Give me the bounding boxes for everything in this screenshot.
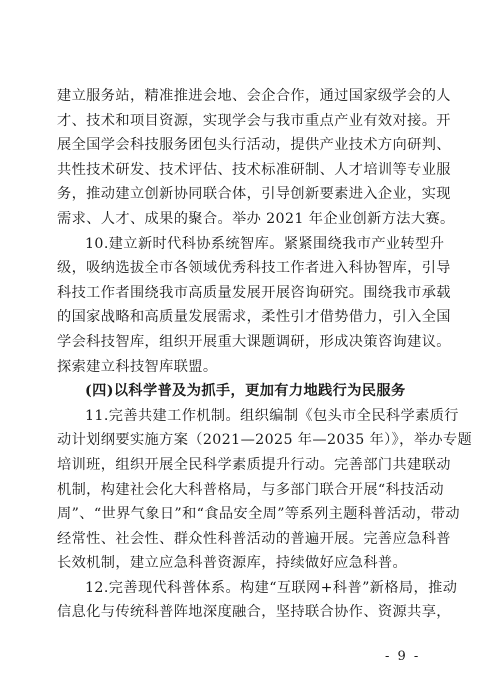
- section-heading: (四)以科学普及为抓手，更加有力地践行为民服务: [85, 383, 406, 400]
- text-line: 12.完善现代科普体系。构建“互联网+科普”新格局，推动: [85, 579, 458, 596]
- text-line: 建立服务站，精准推进会地、会企合作，通过国家级学会的人: [57, 88, 451, 104]
- text-line: 11.完善共建工作机制。组织编制《包头市全民科学素质行: [85, 407, 459, 424]
- text-line: 动计划纲要实施方案（2021—2025 年—2035 年）》，举办专题: [57, 432, 473, 449]
- text-line: 才、技术和项目资源，实现学会与我市重点产业有效对接。开: [57, 112, 451, 129]
- text-line: 探索建立科技智库联盟。: [57, 358, 218, 375]
- text-line: 10.建立新时代科协系统智库。紧紧围绕我市产业转型升: [85, 235, 445, 252]
- text-line: 培训班，组织开展全民科学素质提升行动。完善部门共建联动: [57, 456, 451, 473]
- text-line: 需求、人才、成果的聚合。举办 2021 年企业创新方法大赛。: [57, 210, 455, 227]
- text-line: 务，推动建立创新协同联合体，引导创新要素进入企业，实现: [57, 186, 451, 203]
- body-text: [57, 84, 473, 625]
- text-line: 经常性、社会性、群众性科普活动的普遍开展。完善应急科普: [57, 530, 451, 547]
- text-line: 周”、“世界气象日”和“食品安全周”等系列主题科普活动，带动: [57, 506, 460, 523]
- text-line: 学会科技智库，组织开展重大课题调研，形成决策咨询建议。: [57, 333, 451, 350]
- text-line: 展全国学会科技服务团包头行活动，提供产业技术方向研判、: [57, 137, 451, 154]
- page-number: - 9 -: [385, 649, 421, 664]
- text-line: 科技工作者围绕我市高质量发展开展咨询研究。围绕我市承载: [57, 284, 451, 301]
- text-line: 长效机制，建立应急科普资源库，持续做好应急科普。: [57, 555, 408, 572]
- text-line: 信息化与传统科普阵地深度融合，坚持联合协作、资源共享，: [57, 604, 451, 621]
- text-line: 级，吸纳选拔全市各领域优秀科技工作者进入科协智库，引导: [57, 260, 451, 277]
- text-line: 的国家战略和高质量发展需求，柔性引才借势借力，引入全国: [57, 309, 451, 326]
- text-line: 共性技术研发、技术评估、技术标准研制、人才培训等专业服: [57, 161, 451, 178]
- text-line: 机制，构建社会化大科普格局，与多部门联合开展“科技活动: [57, 481, 444, 498]
